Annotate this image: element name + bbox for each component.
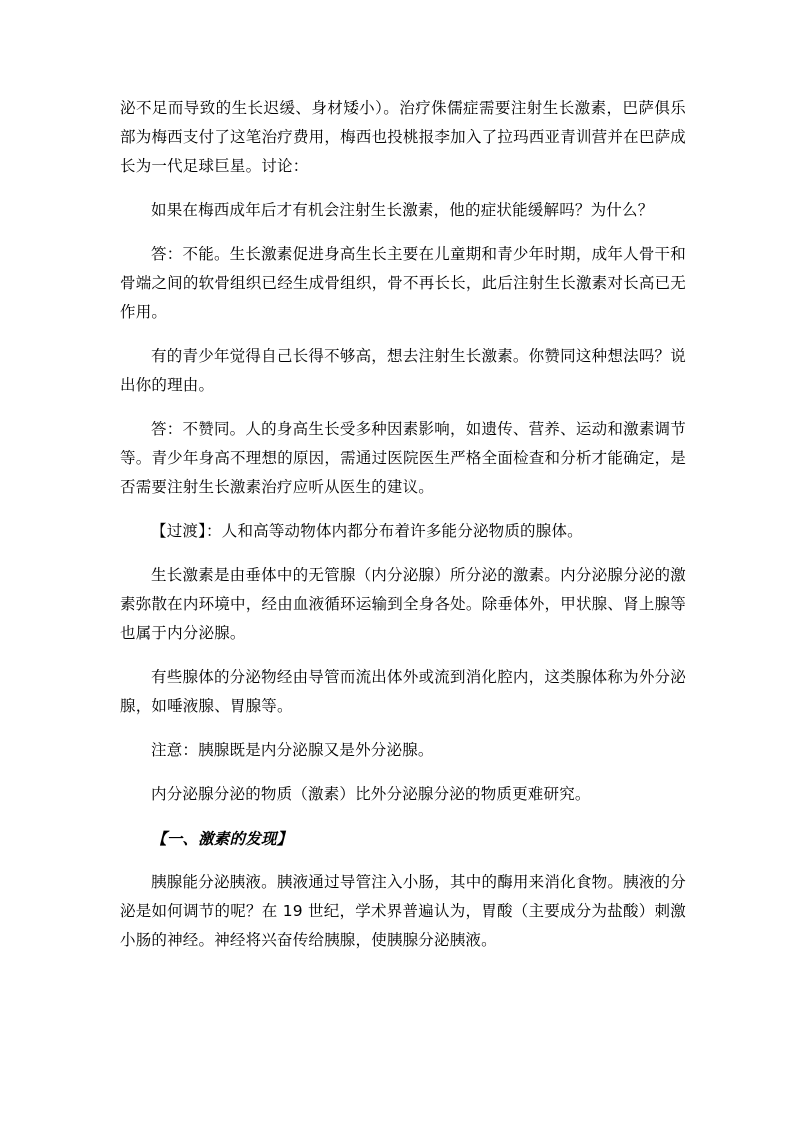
answer-adult-injection: 答：不能。生长激素促进身高生长主要在儿童期和青少年时期，成年人骨干和骨端之间的软骨组织已经生成骨组织，骨不再长长，此后注射生长激素对长高已无作用。 — [120, 245, 686, 321]
document-page — [120, 94, 686, 955]
paragraph-note-pancreas: 注意：胰腺既是内分泌腺又是外分泌腺。 — [151, 741, 434, 759]
answer-teen-injection: 答：不赞同。人的身高生长受多种因素影响，如遗传、营养、运动和激素调节等。青少年身高不理想的原因，需通过医院医生严格全面检查和分析才能确定，是否需要注射生长激素治疗应听从医生的建议。 — [120, 420, 686, 496]
paragraph-hormone-research: 内分泌腺分泌的物质（激素）比外分泌腺分泌的物质更难研究。 — [151, 785, 591, 803]
paragraph-transition: 【过渡】：人和高等动物体内都分布着许多能分泌物质的腺体。 — [151, 522, 583, 540]
question-adult-injection: 如果在梅西成年后才有机会注射生长激素，他的症状能缓解吗？为什么？ — [151, 201, 654, 219]
section-heading-hormone-discovery: 【一、激素的发现】 — [151, 829, 293, 848]
paragraph-endocrine-glands: 生长激素是由垂体中的无管腺（内分泌腺）所分泌的激素。内分泌腺分泌的激素弥散在内环境中，经由血液循环运输到全身各处。除垂体外，甲状腺、肾上腺等也属于内分泌腺。 — [120, 566, 686, 642]
paragraph-exocrine-glands: 有些腺体的分泌物经由导管而流出体外或流到消化腔内，这类腺体称为外分泌腺，如唾液腺、胃腺等。 — [120, 668, 686, 715]
question-teen-injection: 有的青少年觉得自己长得不够高，想去注射生长激素。你赞同这种想法吗？说出你的理由。 — [120, 347, 686, 394]
paragraph-intro-continued: 泌不足而导致的生长迟缓、身材矮小）。治疗侏儒症需要注射生长激素，巴萨俱乐部为梅西支付了这笔治疗费用，梅西也投桃报李加入了拉玛西亚青训营并在巴萨成长为一代足球巨星。讨论： — [120, 99, 686, 175]
paragraph-pancreatic-juice: 胰腺能分泌胰液。胰液通过导管注入小肠，其中的酶用来消化食物。胰液的分泌是如何调节的呢？在 19 世纪，学术界普遍认为，胃酸（主要成分为盐酸）刺激小肠的神经。神经将兴奋传给胰腺，使胰腺分泌胰液。 — [120, 873, 686, 949]
